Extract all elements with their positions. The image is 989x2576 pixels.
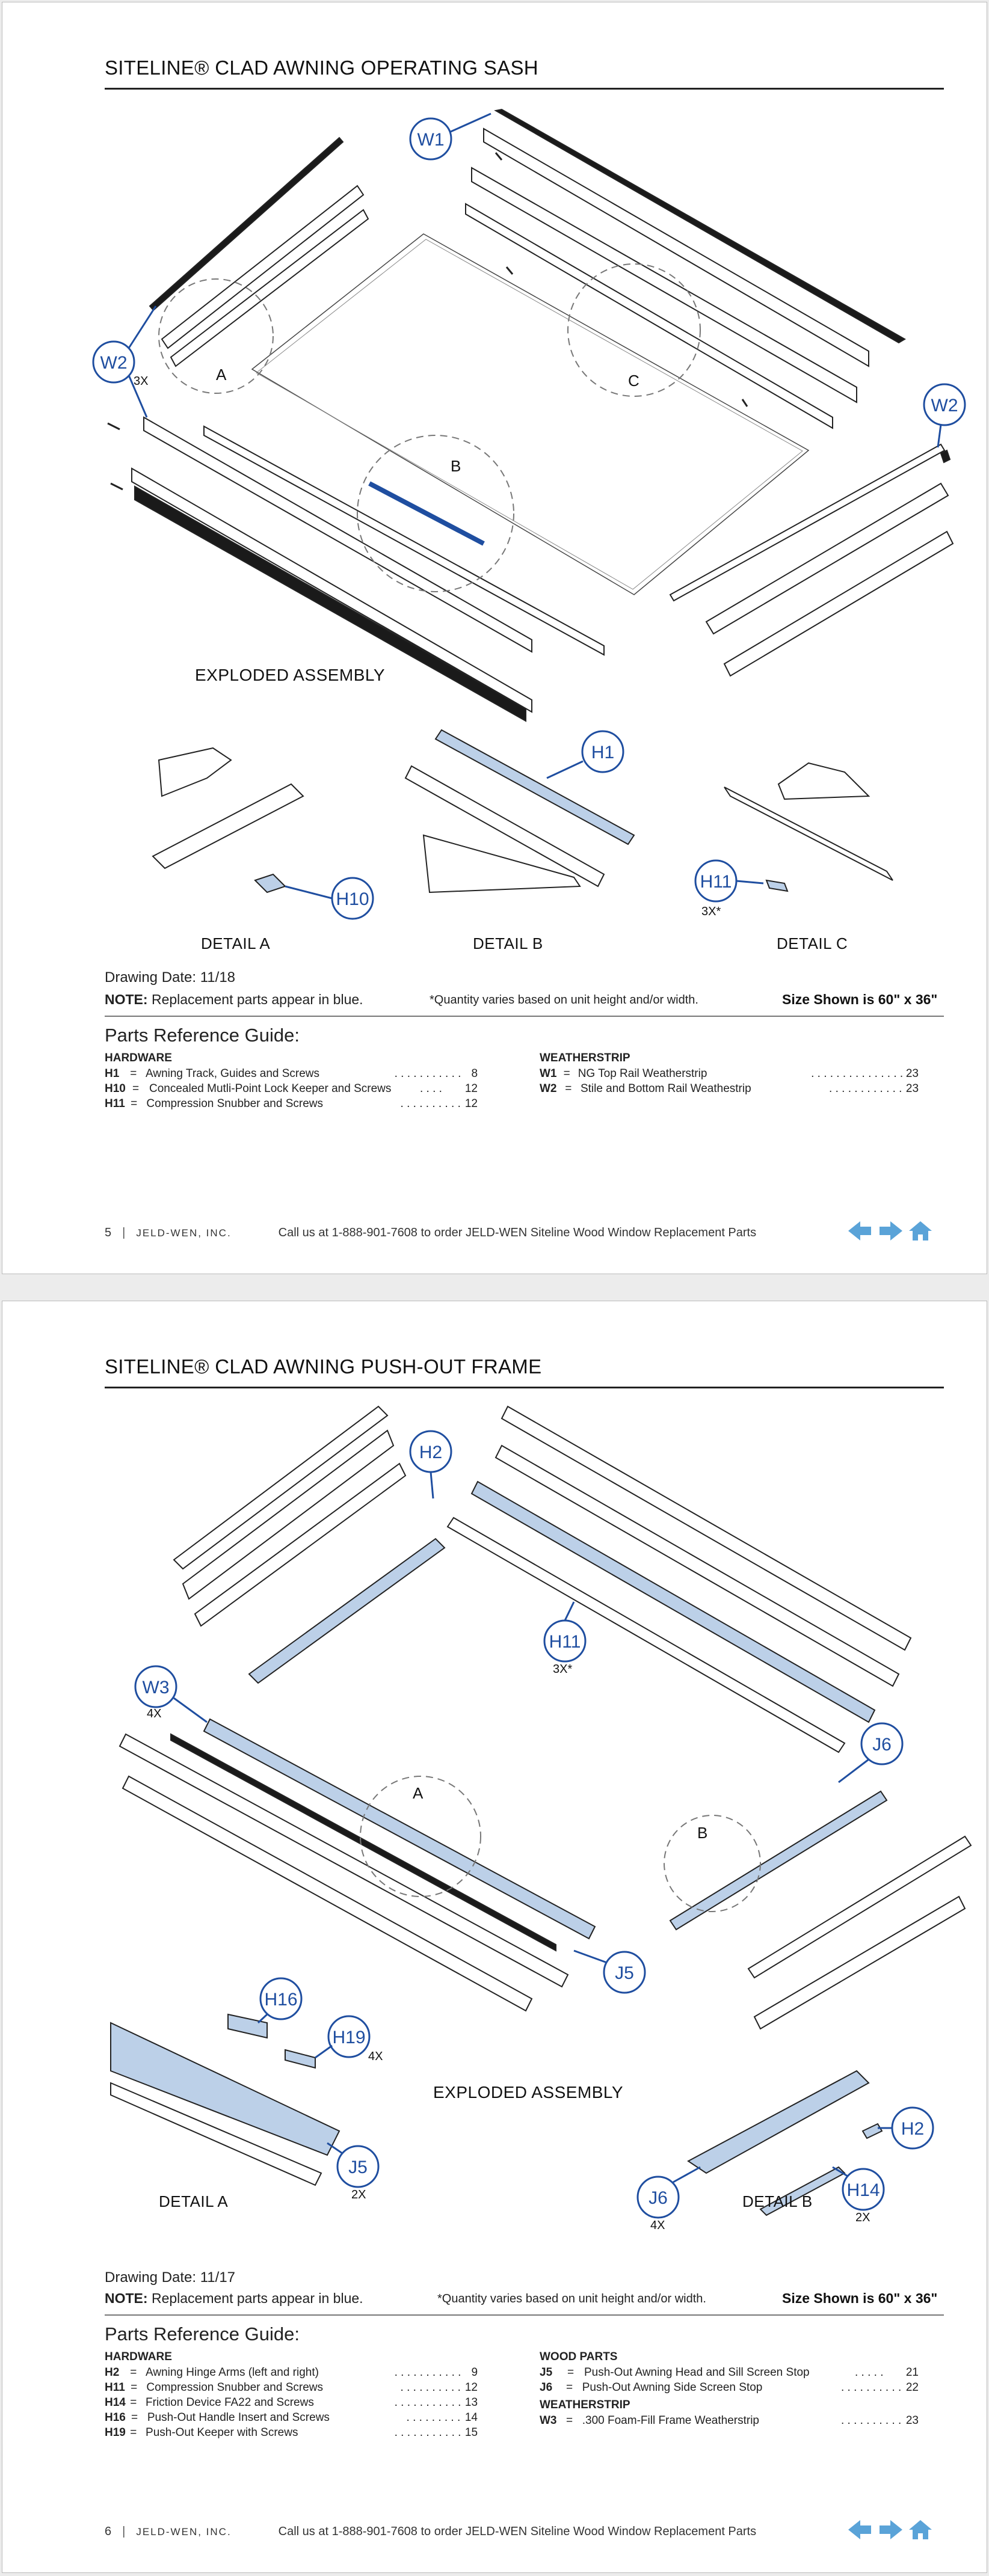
w3-qty: 4X [147, 1707, 162, 1720]
exploded-assembly-diagram [2, 2, 987, 977]
callout-h2-label: H2 [419, 1443, 443, 1462]
page-title: SITELINE® CLAD AWNING PUSH-OUT FRAME [105, 1355, 542, 1378]
part-row: W2 = Stile and Bottom Rail Weathestrip . . . . . . . . . . . . 23 [540, 1082, 919, 1095]
forward-arrow-icon[interactable] [878, 2519, 902, 2544]
part-row: H10 = Concealed Mutli-Point Lock Keeper and Screws . . . . 12 [105, 1082, 478, 1095]
note-text: Replacement parts appear in blue. [147, 992, 363, 1007]
forward-arrow-icon[interactable] [878, 1220, 902, 1245]
page-number: 6 [105, 2525, 112, 2538]
callout-w1-label: W1 [417, 130, 445, 150]
size-shown: Size Shown is 60" x 36" [782, 2290, 938, 2306]
page-footer [105, 2525, 756, 2539]
circle-letter-a: A [413, 1784, 424, 1802]
detail-b-pane [424, 835, 580, 892]
callout-j6-label: J6 [872, 1735, 892, 1755]
circle-letter-c: C [628, 372, 639, 390]
h16-handle [228, 2014, 267, 2038]
callout-j5-label: J5 [615, 1963, 634, 1983]
circle-letter-b: B [697, 1824, 708, 1842]
part-row: J6 = Push-Out Awning Side Screen Stop . . . . . . . . . . 22 [540, 2381, 919, 2394]
page-push-out-frame [2, 1301, 987, 2573]
callout-h14-label: H14 [846, 2180, 880, 2200]
group-heading: WEATHERSTRIP [540, 2399, 630, 2411]
callout-h19-label: H19 [332, 2028, 366, 2047]
h2-hinge [863, 2124, 882, 2138]
part-row: H11 = Compression Snubber and Screws . . . . . . . . . . 12 [105, 1097, 478, 1110]
footer-separator: | [122, 2525, 126, 2538]
company-name: JELD-WEN, INC. [136, 1227, 232, 1239]
callout-h2-detail-label: H2 [901, 2119, 925, 2139]
wood-parts-column [540, 2351, 919, 2428]
frame-sill [120, 1734, 568, 1987]
detail-b-label: DETAIL B [473, 934, 543, 952]
circle-letter-a: A [216, 366, 227, 384]
part-row: W1 = NG Top Rail Weatherstrip . . . . . . . . . . . . . . . 23 [540, 1067, 919, 1080]
quantity-note: *Quantity varies based on unit height and/or width. [437, 2292, 706, 2305]
order-call-text: Call us at 1-888-901-7608 to order JELD-WEN Siteline Wood Window Replacement Parts [278, 2525, 757, 2538]
j5-qty: 2X [351, 2188, 366, 2201]
order-call-text: Call us at 1-888-901-7608 to order JELD-WEN Siteline Wood Window Replacement Parts [278, 1226, 757, 1239]
guide-rule [105, 2314, 944, 2316]
replacement-note [105, 992, 363, 1008]
parts-guide-title: Parts Reference Guide: [105, 2323, 300, 2344]
exploded-assembly-diagram [2, 1301, 987, 2275]
detail-a-rail [153, 784, 303, 868]
h19-qty: 4X [368, 2050, 383, 2063]
hardware-column [105, 1052, 478, 1111]
j6-qty: 4X [650, 2219, 665, 2232]
callout-h11-label: H11 [549, 1632, 581, 1652]
h11-snubber [766, 880, 787, 891]
detail-a-label: DETAIL A [159, 2192, 229, 2210]
part-row: H14 = Friction Device FA22 and Screws . . . . . . . . . . . 13 [105, 2396, 478, 2409]
size-shown: Size Shown is 60" x 36" [782, 992, 938, 1007]
circle-letter-b: B [451, 457, 461, 475]
page-title: SITELINE® CLAD AWNING OPERATING SASH [105, 57, 538, 79]
drawing-date: Drawing Date: 11/18 [105, 969, 236, 986]
frame-head-3 [448, 1518, 845, 1752]
h10-keeper [255, 874, 285, 892]
exploded-assembly-label: EXPLODED ASSEMBLY [433, 2083, 624, 2102]
home-icon[interactable] [908, 1220, 932, 1245]
callout-w3-label: W3 [142, 1678, 170, 1697]
j5-sill-stop [204, 1719, 595, 1939]
detail-b-blue [688, 2071, 869, 2173]
frame-side-2 [183, 1431, 393, 1599]
h14-qty: 2X [855, 2211, 870, 2224]
parts-guide-title: Parts Reference Guide: [105, 1025, 300, 1046]
back-arrow-icon[interactable] [848, 2519, 872, 2544]
callout-h10-label: H10 [336, 889, 369, 909]
j5-head-stop [472, 1482, 875, 1722]
page-number: 5 [105, 1226, 112, 1239]
callout-j6-detail-label: J6 [649, 2188, 668, 2208]
detail-c-label: DETAIL C [777, 934, 848, 952]
quantity-note: *Quantity varies based on unit height and/or width. [430, 993, 698, 1007]
callout-h1-label: H1 [591, 743, 615, 762]
w2-qty: 3X [134, 375, 149, 388]
guide-rule [105, 1016, 944, 1017]
frame-side-right-2 [754, 1897, 965, 2029]
weatherstrip-column [540, 1052, 919, 1096]
note-bold: NOTE: [105, 2290, 148, 2306]
group-heading: WEATHERSTRIP [540, 1052, 630, 1064]
part-row: H11 = Compression Snubber and Screws . . . . . . . . . . 12 [105, 2381, 478, 2394]
page-footer [105, 1226, 756, 1240]
footer-separator: | [122, 1226, 126, 1239]
h11-qty: 3X* [701, 905, 721, 918]
drawing-date: Drawing Date: 11/17 [105, 2269, 236, 2286]
exploded-assembly-label: EXPLODED ASSEMBLY [195, 666, 386, 684]
nav-buttons [848, 1220, 932, 1245]
page-operating-sash [2, 2, 987, 1274]
callout-w2-label: W2 [100, 353, 128, 373]
h11-qty: 3X* [553, 1663, 573, 1676]
part-row: H19 = Push-Out Keeper with Screws . . . . . . . . . . . 15 [105, 2426, 478, 2439]
home-icon[interactable] [908, 2519, 932, 2544]
detail-b-label: DETAIL B [742, 2192, 813, 2210]
frame-sill-2 [123, 1776, 532, 2011]
group-heading: HARDWARE [105, 1052, 172, 1064]
h19-keeper [285, 2050, 315, 2068]
callout-w2-right-label: W2 [931, 396, 958, 416]
part-row: H2 = Awning Hinge Arms (left and right) . . . . . . . . . . . 9 [105, 2366, 478, 2379]
frame-side-3 [195, 1464, 405, 1626]
company-name: JELD-WEN, INC. [136, 2525, 232, 2538]
note-bold: NOTE: [105, 992, 148, 1007]
frame-side-top-left [174, 1406, 387, 1569]
group-heading: WOOD PARTS [540, 2351, 618, 2363]
hardware-column [105, 2351, 478, 2440]
detail-a-label: DETAIL A [201, 934, 271, 952]
note-text: Replacement parts appear in blue. [147, 2290, 363, 2306]
part-row: J5 = Push-Out Awning Head and Sill Screen Stop . . . . . 21 [540, 2366, 919, 2379]
replacement-note [105, 2290, 363, 2307]
part-row: H16 = Push-Out Handle Insert and Screws . . . . . . . . . 14 [105, 2411, 478, 2424]
detail-c-sketch [778, 763, 869, 799]
group-heading: HARDWARE [105, 2351, 172, 2363]
part-row: W3 = .300 Foam-Fill Frame Weatherstrip . . . . . . . . . . 23 [540, 2414, 919, 2427]
back-arrow-icon[interactable] [848, 1220, 872, 1245]
callout-j5-detail-label: J5 [348, 2157, 368, 2177]
part-row: H1 = Awning Track, Guides and Screws . . . . . . . . . . . 8 [105, 1067, 478, 1080]
callout-h11-label: H11 [700, 872, 732, 892]
callout-h16-label: H16 [264, 1990, 298, 2010]
detail-a-sketch [159, 748, 231, 796]
detail-c-rail [724, 787, 893, 880]
nav-buttons [848, 2519, 932, 2544]
